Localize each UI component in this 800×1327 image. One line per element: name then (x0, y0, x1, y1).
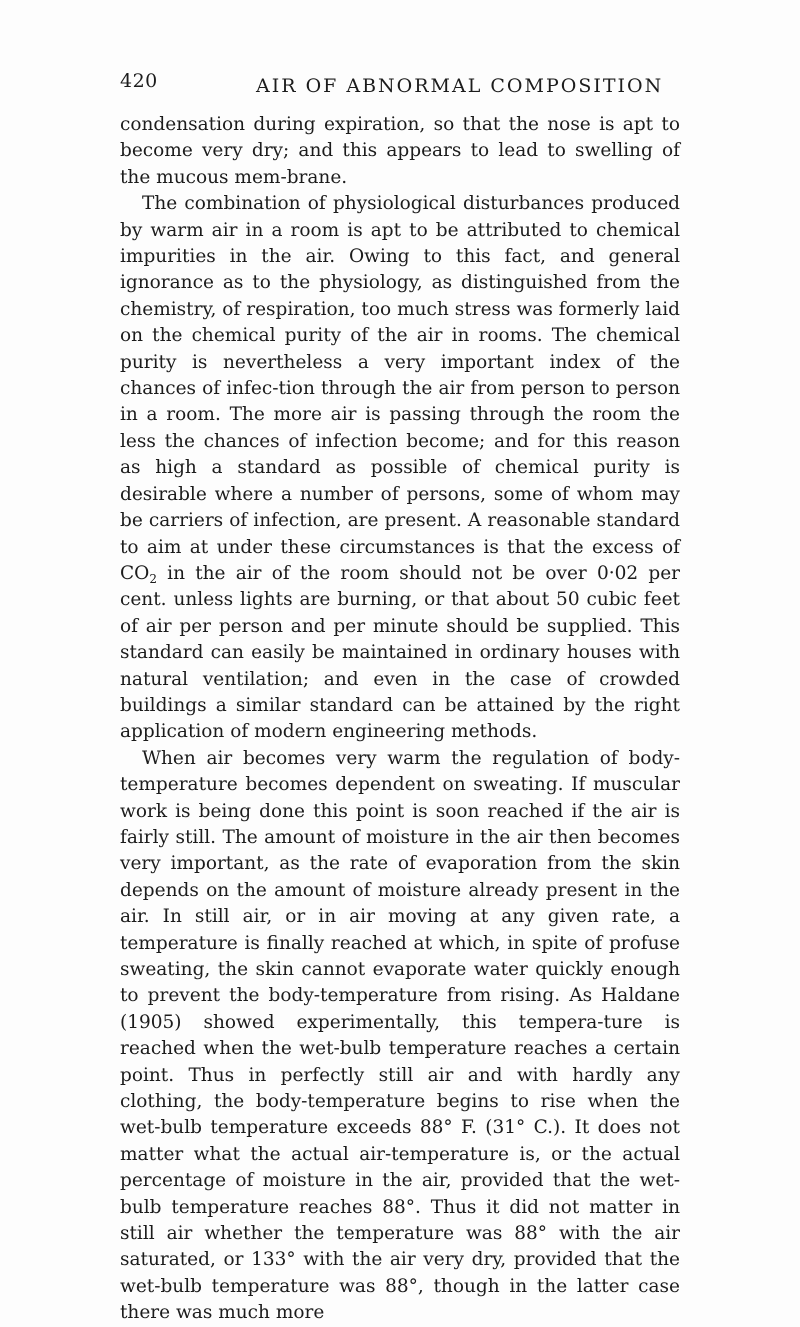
running-head: AIR OF ABNORMAL COMPOSITION (256, 75, 664, 97)
paragraph-1: condensation during expiration, so that the nose is apt to become very dry; and this appears to lead to swelling of the mucous mem-brane. (120, 114, 680, 188)
page-header (120, 70, 680, 100)
body-text (120, 112, 680, 1327)
co2-subscript: 2 (149, 571, 157, 586)
paragraph-2-part-a: The combination of physiological disturbances produced by warm air in a room is apt to be attributed to chemical impurities in the air. Owing to this fact, and general ignorance as to the physiology, as distinguished from the chemistry, of respiration, too much stress was formerly laid on the chemical purity of the air in rooms. The chemical purity is nevertheless a very important index of the chances of infec-tion through the air from person to person in a room. The more air is passing through the room the less the chances of infection become; and for this reason as high a standard as possible of chemical purity is desirable where a number of persons, some of whom may be carriers of infection, are present. A reasonable standard to aim at under these circumstances is that the excess of CO (120, 193, 680, 584)
paragraph-2 (120, 191, 680, 746)
paragraph-2-part-b: in the air of the room should not be over 0·02 per cent. unless lights are burning, or that about 50 cubic feet of air per person and per minute should be supplied. This standard can easily be maintained in ordinary houses with natural ventilation; and even in the case of crowded buildings a similar standard can be attained by the right application of modern engineering methods. (120, 562, 680, 743)
page-number: 420 (120, 70, 158, 92)
paragraph-3: When air becomes very warm the regulation of body-temperature becomes dependent on sweating. If muscular work is being done this point is soon reached if the air is fairly still. The amount of moisture in the air then becomes very important, as the rate of evaporation from the skin depends on the amount of moisture already present in the air. In still air, or in air moving at any given rate, a temperature is finally reached at which, in spite of profuse sweating, the skin cannot evaporate water quickly enough to prevent the body-temperature from rising. As Haldane (1905) showed experimentally, this tempera-ture is reached when the wet-bulb temperature reaches a certain point. Thus in perfectly still air and with hardly any clothing, the body-temperature begins to rise when the wet-bulb temperature exceeds 88° F. (31° C.). It does not matter what the actual air-temperature is, or the actual percentage of moisture in the air, provided that the wet-bulb temperature reaches 88°. Thus it did not matter in still air whether the temperature was 88° with the air saturated, or 133° with the air very dry, provided that the wet-bulb temperature was 88°, though in the latter case there was much more (120, 747, 680, 1324)
